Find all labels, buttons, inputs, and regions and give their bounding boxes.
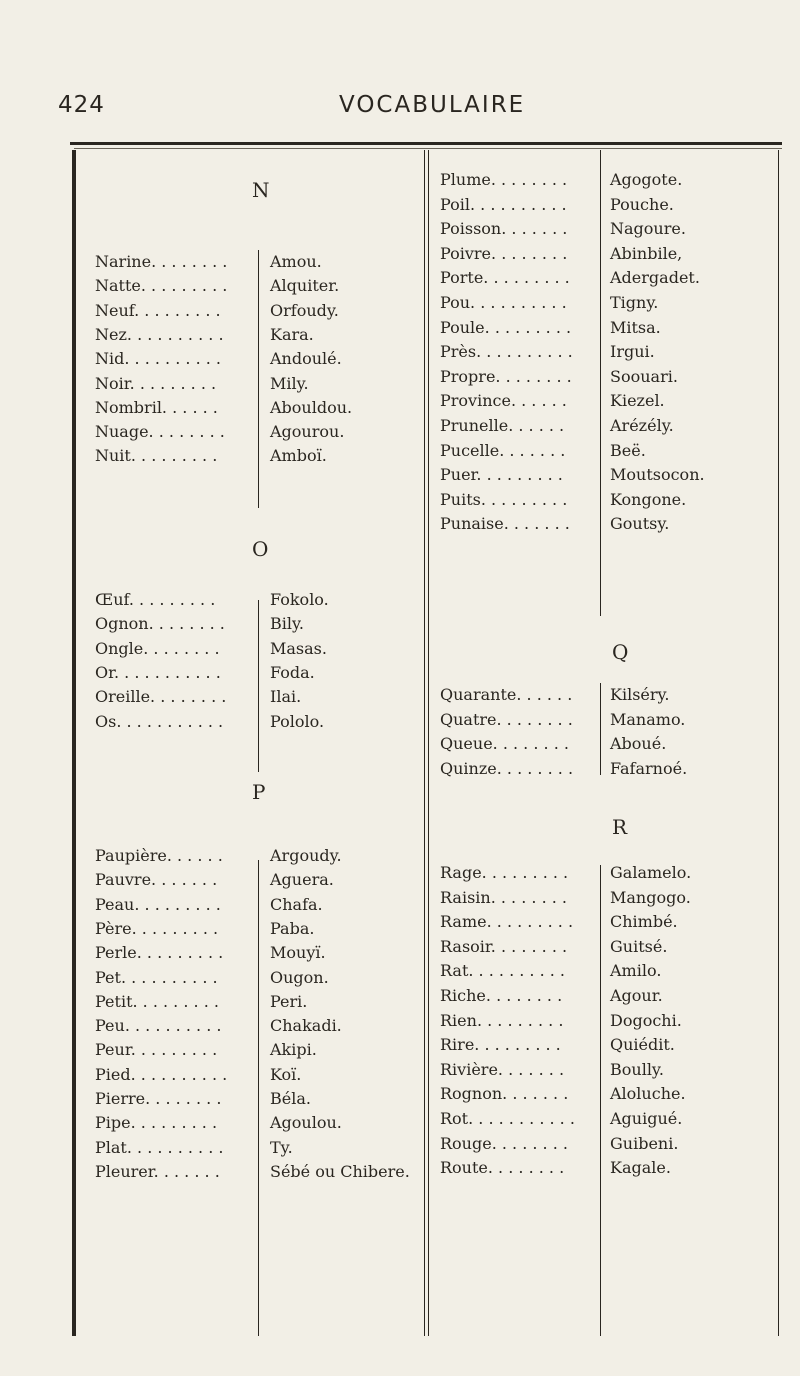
entry-translation: Akipi. [270, 1040, 317, 1060]
entry-word: Œuf. . . . . . . . . [95, 590, 216, 609]
entry-translation: Aloluche. [610, 1084, 686, 1104]
entry-word: Porte. . . . . . . . . [440, 268, 570, 288]
right-column-divider [600, 683, 601, 775]
section-letter: O [252, 537, 269, 561]
entry-word: Ongle. . . . . . . . [95, 638, 220, 658]
entry-word: Raisin. . . . . . . . [440, 887, 567, 907]
left-column-divider [258, 600, 259, 772]
entry-translation: Irgui. [610, 342, 655, 362]
entry-word: Noir. . . . . . . . . [95, 373, 217, 393]
entry-word: Nuage. . . . . . . . [95, 422, 225, 442]
entry-translation: Nagoure. [610, 219, 686, 239]
entry-word: Riche. . . . . . . . [440, 986, 563, 1005]
entry-translation: Mitsa. [610, 317, 661, 337]
entry-translation: Sébé ou Chibere. [270, 1161, 410, 1181]
right-border [778, 150, 779, 1336]
entry-translation: Kagale. [610, 1158, 671, 1178]
entry-word: Paupière. . . . . . [95, 846, 223, 865]
entry-word: Rat. . . . . . . . . . [440, 961, 566, 981]
entry-word: Peu. . . . . . . . . . [95, 1016, 222, 1036]
top-rule [70, 142, 782, 145]
entry-translation: Quiédit. [610, 1035, 675, 1055]
entry-word: Plume. . . . . . . . [440, 170, 568, 189]
entry-translation: Chafa. [270, 894, 323, 914]
entry-translation: Peri. [270, 991, 308, 1011]
entry-translation: Orfoudy. [270, 300, 339, 320]
center-divider [424, 150, 425, 1336]
entry-word: Quarante. . . . . . [440, 685, 573, 704]
entry-translation: Fokolo. [270, 590, 329, 609]
entry-word: Puer. . . . . . . . . [440, 465, 563, 485]
left-column-divider [258, 860, 259, 1336]
entry-word: Propre. . . . . . . . [440, 366, 572, 386]
entry-translation: Alquiter. [270, 276, 340, 296]
center-divider-2 [428, 150, 429, 1336]
entry-translation: Kara. [270, 324, 314, 344]
entry-word: Peau. . . . . . . . . [95, 894, 221, 914]
entry-word: Nid. . . . . . . . . . [95, 349, 221, 369]
section-letter: R [612, 815, 628, 839]
entry-word: Poule. . . . . . . . . [440, 317, 572, 337]
section-letter: P [252, 780, 266, 804]
entry-translation: Guibeni. [610, 1133, 679, 1153]
entry-translation: Abouldou. [270, 397, 353, 417]
entry-word: Poil. . . . . . . . . . [440, 194, 567, 214]
entry-translation: Aboué. [610, 734, 667, 754]
entry-word: Pierre. . . . . . . . [95, 1089, 222, 1108]
entry-word: Rasoir. . . . . . . . [440, 936, 568, 956]
left-column-divider [258, 250, 259, 508]
entry-translation: Masas. [270, 638, 327, 658]
entry-translation: Amilo. [610, 961, 662, 981]
entry-translation: Goutsy. [610, 514, 670, 534]
entry-translation: Foda. [270, 662, 315, 682]
left-border [72, 150, 76, 1336]
entry-translation: Amboï. [270, 446, 327, 466]
entry-translation: Mouyï. [270, 943, 326, 963]
entry-word: Rouge. . . . . . . . [440, 1133, 568, 1153]
entry-translation: Amou. [270, 252, 322, 271]
entry-word: Prunelle. . . . . . [440, 416, 565, 435]
entry-translation: Mangogo. [610, 887, 691, 907]
entry-translation: Pouche. [610, 194, 674, 214]
section-letter: N [252, 178, 270, 202]
entry-word: Perle. . . . . . . . . [95, 943, 224, 963]
entry-word: Rage. . . . . . . . . [440, 863, 569, 882]
entry-word: Plat. . . . . . . . . . [95, 1137, 224, 1157]
entry-word: Pet. . . . . . . . . . [95, 967, 218, 987]
entry-word: Or. . . . . . . . . . . [95, 662, 221, 682]
entry-translation: Bily. [270, 614, 304, 634]
entry-word: Queue. . . . . . . . [440, 734, 569, 754]
entry-translation: Agogote. [610, 170, 683, 189]
entry-word: Petit. . . . . . . . . [95, 991, 219, 1011]
entry-translation: Abinbile, [610, 243, 683, 263]
entry-word: Nombril. . . . . . [95, 397, 218, 417]
entry-translation: Pololo. [270, 711, 325, 731]
entry-word: Nez. . . . . . . . . . [95, 324, 224, 344]
entry-word: Père. . . . . . . . . [95, 918, 219, 938]
entry-word: Neuf. . . . . . . . . [95, 300, 221, 320]
entry-word: Nuit. . . . . . . . . [95, 446, 218, 466]
entry-word: Pipe. . . . . . . . . [95, 1113, 218, 1133]
entry-word: Près. . . . . . . . . . [440, 342, 573, 362]
entry-word: Rien. . . . . . . . . [440, 1010, 564, 1030]
entry-translation: Tigny. [610, 293, 659, 312]
entry-translation: Ougon. [270, 967, 329, 987]
entry-translation: Chakadi. [270, 1016, 342, 1036]
entry-translation: Soouari. [610, 366, 678, 386]
entry-translation: Agour. [610, 986, 663, 1005]
entry-word: Natte. . . . . . . . . [95, 276, 228, 296]
entry-word: Poisson. . . . . . . [440, 219, 568, 239]
right-column-divider [600, 865, 601, 1336]
entry-translation: Boully. [610, 1059, 664, 1079]
entry-word: Puits. . . . . . . . . [440, 489, 568, 509]
entry-word: Pied. . . . . . . . . . [95, 1064, 228, 1084]
entry-translation: Chimbé. [610, 912, 678, 932]
entry-word: Punaise. . . . . . . [440, 514, 570, 534]
page-header [0, 92, 800, 124]
entry-word: Rognon. . . . . . . [440, 1084, 569, 1104]
entry-word: Route. . . . . . . . [440, 1158, 565, 1178]
entry-word: Quatre. . . . . . . . [440, 709, 573, 729]
entry-translation: Ty. [270, 1137, 293, 1157]
right-column-divider [600, 150, 601, 616]
entry-translation: Adergadet. [610, 268, 700, 288]
entry-translation: Guitsé. [610, 936, 668, 956]
top-rule-thin [74, 148, 782, 149]
entry-translation: Manamo. [610, 709, 686, 729]
entry-word: Rot. . . . . . . . . . . [440, 1109, 575, 1128]
entry-word: Rivière. . . . . . . [440, 1059, 565, 1079]
entry-translation: Kilséry. [610, 685, 670, 704]
entry-translation: Dogochi. [610, 1010, 682, 1030]
entry-word: Quinze. . . . . . . . [440, 758, 574, 778]
entry-translation: Aguigué. [610, 1109, 683, 1128]
entry-translation: Moutsocon. [610, 465, 705, 485]
entry-translation: Argoudy. [270, 846, 342, 865]
section-letter: Q [612, 640, 629, 664]
entry-translation: Agourou. [270, 422, 345, 442]
entry-translation: Ilai. [270, 687, 302, 707]
entry-word: Province. . . . . . [440, 391, 567, 411]
entry-translation: Beë. [610, 440, 646, 460]
entry-translation: Aguera. [270, 870, 334, 890]
entry-word: Os. . . . . . . . . . . [95, 711, 224, 731]
entry-translation: Kiezel. [610, 391, 665, 411]
entry-word: Oreille. . . . . . . . [95, 687, 227, 707]
entry-word: Narine. . . . . . . . [95, 252, 228, 271]
entry-translation: Galamelo. [610, 863, 692, 882]
entry-word: Pucelle. . . . . . . [440, 440, 566, 460]
entry-word: Pou. . . . . . . . . . [440, 293, 567, 312]
entry-translation: Mily. [270, 373, 309, 393]
entry-translation: Koï. [270, 1064, 302, 1084]
entry-word: Poivre. . . . . . . . [440, 243, 568, 263]
entry-translation: Béla. [270, 1089, 311, 1108]
entry-word: Peur. . . . . . . . . [95, 1040, 218, 1060]
page-title: VOCABULAIRE [339, 92, 526, 118]
entry-translation: Fafarnoé. [610, 758, 688, 778]
entry-translation: Paba. [270, 918, 315, 938]
entry-word: Rame. . . . . . . . . [440, 912, 574, 932]
entry-translation: Agoulou. [270, 1113, 342, 1133]
entry-translation: Kongone. [610, 489, 687, 509]
entry-word: Rire. . . . . . . . . [440, 1035, 561, 1055]
entry-word: Ognon. . . . . . . . [95, 614, 225, 634]
entry-translation: Andoulé. [270, 349, 342, 369]
entry-word: Pauvre. . . . . . . [95, 870, 218, 890]
entry-word: Pleurer. . . . . . . [95, 1161, 220, 1181]
entry-translation: Arézély. [610, 416, 674, 435]
page-number: 424 [58, 92, 105, 118]
